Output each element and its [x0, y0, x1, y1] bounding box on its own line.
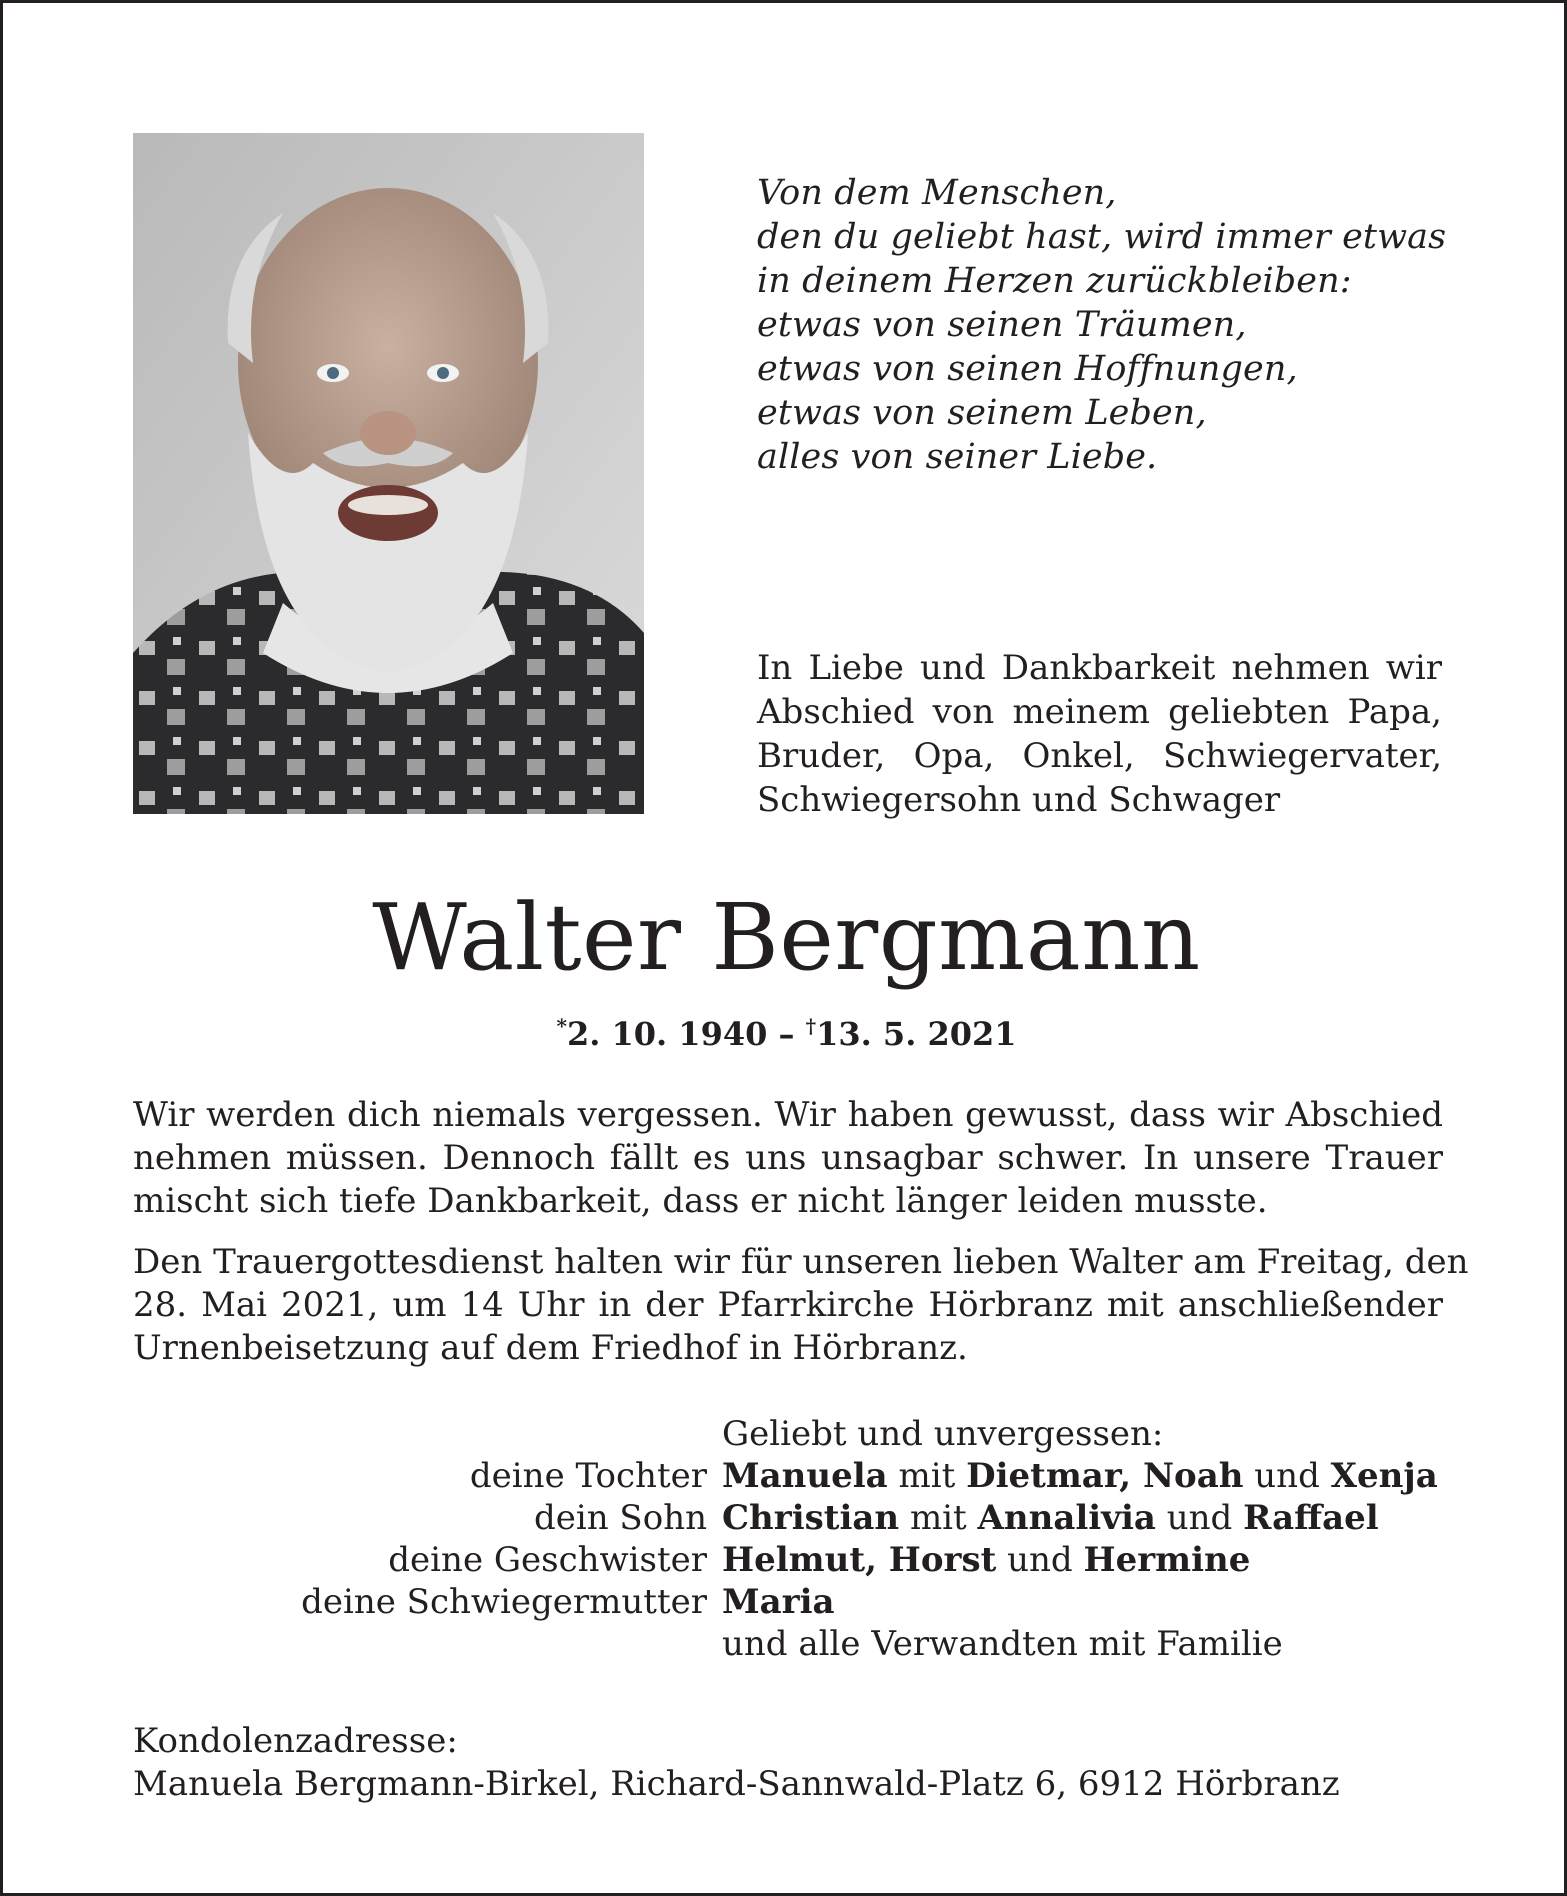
connector: und — [1007, 1540, 1073, 1580]
connector: und — [1166, 1498, 1233, 1538]
portrait-illustration — [133, 133, 644, 814]
farewell-intro — [757, 646, 1442, 822]
mourner-name: Helmut, Horst — [722, 1540, 997, 1580]
birth-date: 2. 10. 1940 — [566, 1015, 768, 1053]
death-date: 13. 5. 2021 — [816, 1015, 1017, 1053]
connector: mit — [898, 1456, 956, 1496]
birth-symbol: * — [556, 1014, 567, 1038]
death-symbol: † — [805, 1014, 817, 1038]
paragraph-line: Wir werden dich niemals vergessen. Wir haben gewusst, dass wir Abschied — [133, 1095, 1443, 1135]
mourner-name: Manuela — [722, 1456, 888, 1496]
connector: mit — [909, 1498, 967, 1538]
poem-line: in deinem Herzen zurückbleiben: — [757, 261, 1352, 301]
paragraph-line: nehmen müssen. Dennoch fällt es uns unsagbar schwer. In unsere Trauer — [133, 1138, 1443, 1178]
poem-line: etwas von seinem Leben, — [757, 393, 1207, 433]
paragraph-line: Urnenbeisetzung auf dem Friedhof in Hörbranz. — [133, 1328, 968, 1368]
mourner-relation: deine Tochter — [469, 1456, 707, 1496]
mourners-heading: Geliebt und unvergessen: — [722, 1414, 1164, 1454]
mourner-row — [3, 1497, 1567, 1539]
portrait-photo — [133, 133, 644, 814]
mourners-closing-row — [3, 1623, 1567, 1665]
mourner-name: Dietmar, Noah — [966, 1456, 1244, 1496]
mourner-name: Annalivia — [977, 1498, 1156, 1538]
mourners-heading-row — [3, 1413, 1567, 1455]
poem-quote — [757, 171, 1517, 479]
mourner-names — [722, 1581, 835, 1623]
mourner-relation: deine Geschwister — [388, 1540, 707, 1580]
poem-line: etwas von seinen Hoffnungen, — [757, 349, 1298, 389]
intro-line: Abschied von meinem geliebten Papa, — [757, 692, 1442, 732]
mourner-row — [3, 1455, 1567, 1497]
mourner-name: Raffael — [1243, 1498, 1379, 1538]
mourners-closing: und alle Verwandten mit Familie — [722, 1624, 1283, 1664]
date-separator: – — [778, 1015, 795, 1053]
mourner-name: Christian — [722, 1498, 900, 1538]
mourner-names — [722, 1497, 1379, 1539]
mourner-names — [722, 1455, 1438, 1497]
mourner-row — [3, 1539, 1567, 1581]
mourner-name: Hermine — [1083, 1540, 1251, 1580]
paragraph-line: mischt sich tiefe Dankbarkeit, dass er nicht länger leiden musste. — [133, 1181, 1268, 1221]
mourner-name: Xenja — [1330, 1456, 1438, 1496]
remembrance-paragraph — [133, 1094, 1443, 1223]
mourners-list — [3, 1413, 1567, 1665]
intro-line: Schwiegersohn und Schwager — [757, 780, 1281, 820]
poem-line: alles von seiner Liebe. — [757, 437, 1158, 477]
mourner-relation: deine Schwiegermutter — [301, 1582, 707, 1622]
deceased-name: Walter Bergmann — [372, 884, 1201, 991]
intro-line: In Liebe und Dankbarkeit nehmen wir — [757, 648, 1442, 688]
mourner-names — [722, 1539, 1250, 1581]
address-line: Manuela Bergmann-Birkel, Richard-Sannwald-Platz 6, 6912 Hörbranz — [133, 1764, 1340, 1804]
poem-line: Von dem Menschen, — [757, 173, 1117, 213]
funeral-service-paragraph — [133, 1241, 1469, 1370]
paragraph-line: 28. Mai 2021, um 14 Uhr in der Pfarrkirche Hörbranz mit anschließender — [133, 1285, 1443, 1325]
condolence-address — [133, 1720, 1443, 1806]
connector: und — [1254, 1456, 1320, 1496]
address-label: Kondolenzadresse: — [133, 1721, 458, 1761]
life-dates — [3, 1006, 1567, 1054]
poem-line: etwas von seinen Träumen, — [757, 305, 1247, 345]
mourner-name: Maria — [722, 1582, 835, 1622]
mourner-relation: dein Sohn — [533, 1498, 707, 1538]
mourner-row — [3, 1581, 1567, 1623]
intro-line: Bruder, Opa, Onkel, Schwiegervater, — [757, 736, 1442, 776]
paragraph-line: Den Trauergottesdienst halten wir für unseren lieben Walter am Freitag, den — [133, 1242, 1469, 1282]
poem-line: den du geliebt hast, wird immer etwas — [757, 217, 1447, 257]
